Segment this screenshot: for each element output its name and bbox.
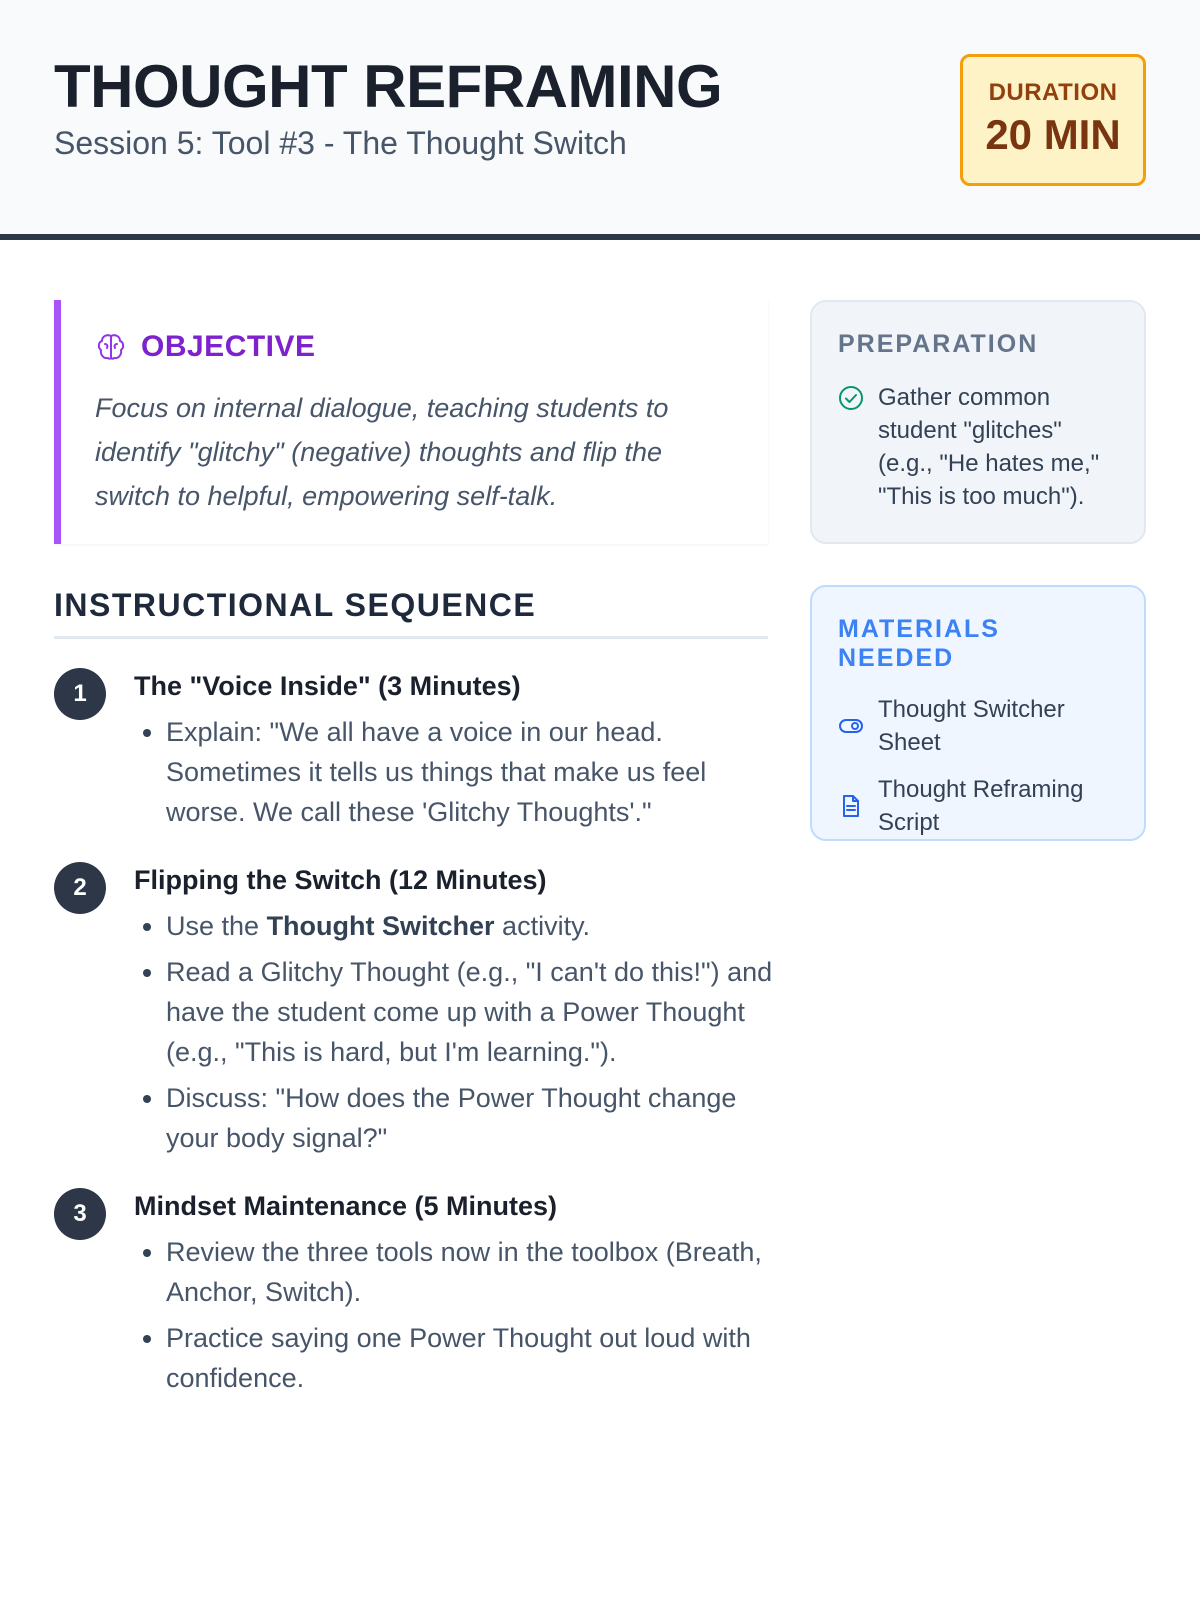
toggle-icon [838,713,864,739]
preparation-title: PREPARATION [838,330,1039,358]
step-bullet: • Explain: "We all have a voice in our head. Sometimes it tells us things that make us feel worse. We call these 'Glitchy Thoughts'." [166,712,774,832]
objective-card [54,300,768,544]
page-header [0,0,1200,240]
step-bullet: • Read a Glitchy Thought (e.g., "I can't do this!") and have the student come up with a Power Thought (e.g., "This is hard, but I'm learning."). [166,952,774,1072]
preparation-text: Gather common student "glitches" (e.g., "He hates me," "This is too much"). [878,384,1100,510]
bullet-text: Use the [166,911,267,941]
step-number: 3 [54,1188,106,1240]
step-bullets [134,1232,774,1398]
materials-item [838,773,1118,839]
preparation-card [810,300,1146,544]
step-title: The "Voice Inside" (3 Minutes) [134,671,521,701]
step-bullet: • Review the three tools now in the toolbox (Breath, Anchor, Switch). [166,1232,774,1312]
page-title: THOUGHT REFRAMING [54,53,723,120]
preparation-item [838,381,1118,513]
step-title: Flipping the Switch (12 Minutes) [134,865,547,895]
duration-label: DURATION [988,79,1118,106]
objective-text: Focus on internal dialogue, teaching students to identify "glitchy" (negative) thoughts and flip the switch to helpful, empowering self-talk. [95,393,669,511]
check-circle-icon [838,385,864,411]
step-title: Mindset Maintenance (5 Minutes) [134,1191,558,1221]
materials-card [810,585,1146,841]
step-bullet [166,906,774,946]
sequence-step [54,668,774,838]
materials-text: Thought Switcher Sheet [878,696,1065,756]
step-bullets [134,712,774,832]
objective-header [95,330,740,364]
materials-item [838,693,1118,759]
step-bullet: • Practice saying one Power Thought out loud with confidence. [166,1318,774,1398]
sequence-step [54,862,774,1164]
step-bullets [134,906,774,1158]
objective-title: OBJECTIVE [141,330,316,363]
sequence-title: INSTRUCTIONAL SEQUENCE [54,587,768,639]
step-bullet: • Discuss: "How does the Power Thought change your body signal?" [166,1078,774,1158]
step-number: 2 [54,862,106,914]
sequence-step [54,1188,774,1404]
step-number: 1 [54,668,106,720]
materials-title: MATERIALS NEEDED [838,615,1000,672]
brain-icon [95,331,127,363]
page-subtitle: Session 5: Tool #3 - The Thought Switch [54,125,627,161]
duration-badge [960,54,1146,186]
bullet-emphasis: Thought Switcher [266,911,495,941]
document-icon [838,793,864,819]
bullet-text: activity. [494,911,591,941]
materials-text: Thought Reframing Script [878,776,1084,836]
duration-value: 20 MIN [985,111,1121,158]
